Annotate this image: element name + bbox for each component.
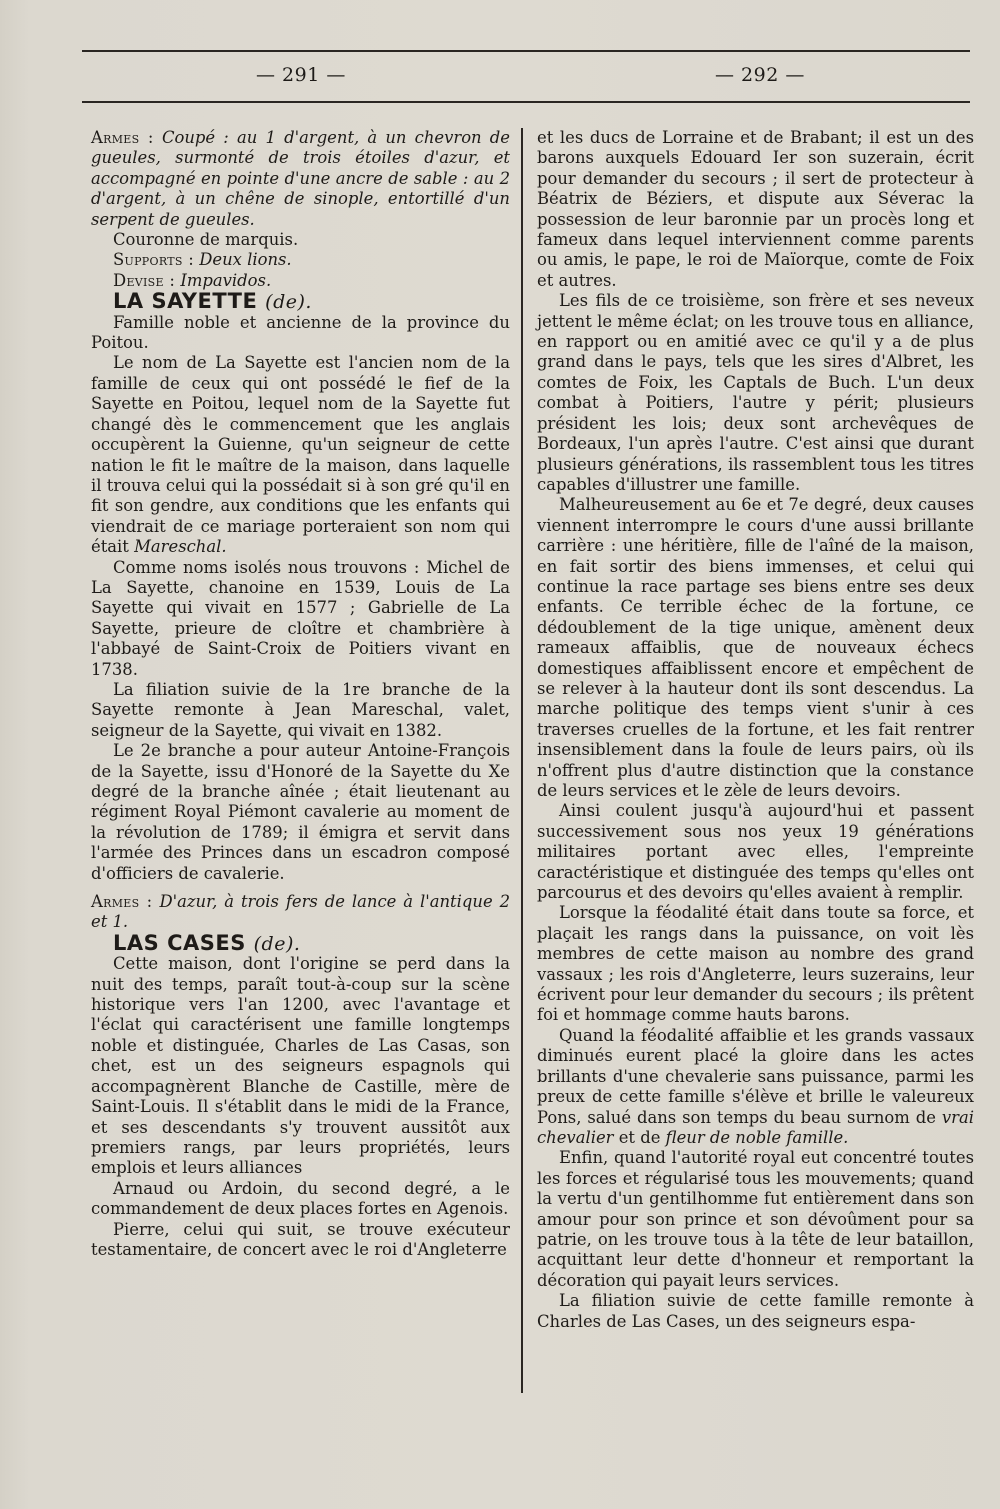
section-heading-la-sayette [91, 291, 510, 312]
arms-label: Armes : [91, 892, 153, 912]
header-rule-top [82, 50, 970, 52]
header-rule-bottom [82, 101, 970, 103]
left-column [91, 128, 510, 1260]
arms-paragraph-2 [91, 892, 510, 933]
paragraph: Comme noms isolés nous trouvons : Michel de La Sayette, chanoine en 1539, Louis de La Sayette qui vivait en 1577 ; Gabrielle de La Sayette, prieure de cloître et chambrière à l'abbayé de Saint-Croix de Poitiers vivant en 1738. [91, 557, 510, 679]
arms-paragraph-1 [91, 128, 510, 230]
couronne-line: Couronne de marquis. [113, 230, 299, 250]
paragraph: Ainsi coulent jusqu'à aujourd'hui et passent successivement sous nos yeux 19 générations militaires portant avec elles, l'empreinte caractéristique et distinguée des temps qu'elles ont parcourus et des devoirs qu'elles avaient à remplir. [537, 801, 974, 903]
section-heading-las-cases [91, 930, 510, 955]
arms-label: Armes : [91, 128, 154, 147]
paragraph: Arnaud ou Ardoin, du second degré, a le commandement de deux places fortes en Agenois. [91, 1178, 510, 1219]
paragraph: Malheureusement au 6e et 7e degré, deux causes viennent interrompre le cours d'une aussi brillante carrière : une héritière, fille de l'aîné de la maison, en fait sortir des biens immenses, et celui qui continue la race partage ses biens entre ses deux enfants. Ce terrible échec de la fortune, ce dédoublement de la tige unique, amènent deux rameaux affaiblis, que de nouveaux échecs domestiques affaiblissent encore et empêchent de se relever à la hauteur dont ils sont descendus. La marche politique des temps vient s'unir à ces traverses cruelles de la fortune, et les fait rentrer insensiblement dans la foule de leurs pairs, où ils n'offrent plus d'autre distinction que la constance de leurs services et le zèle de leurs devoirs. [537, 495, 974, 800]
paragraph-text: Le nom de La Sayette est l'ancien nom de la famille de ceux qui ont possédé le fief de la Sayette en Poitou, lequel nom de la Sayette fut changé dès le commencement que les anglais occupèrent la Guienne, qu'un seigneur de cette nation le fit le maître de la maison, dans laquelle il trouva celui qui la possédait si à son gré qu'il en fit son gendre, aux conditions que les enfants qui viendrait de ce mariage porteraient son nom qui était [91, 353, 510, 557]
column-divider [521, 128, 523, 1393]
paragraph [91, 353, 510, 557]
paragraph: Le 2e branche a pour auteur Antoine-François de la Sayette, issu d'Honoré de la Sayette du Xe degré de la branche aînée ; était lieutenant au régiment Royal Piémont cavalerie au moment de la révolution de 1789; il émigra et servit dans l'armée des Princes dans un escadron composé d'officiers de cavalerie. [91, 741, 510, 883]
page-number-left: — 291 — [256, 64, 346, 86]
paragraph [537, 1026, 974, 1148]
paragraph: Pierre, celui qui suit, se trouve exécuteur testamentaire, de concert avec le roi d'Angleterre [91, 1219, 510, 1259]
arms-blazon: Coupé : au 1 d'argent, à un chevron de gueules, surmonté de trois étoiles d'azur, et accompagné en pointe d'une ancre de sable : au 2 d'argent, à un chêne de sinople, entortillé d'un serpent de gueules. [91, 128, 510, 229]
devise-line [91, 271, 510, 291]
supports-line [91, 250, 510, 270]
arms-blazon: D'azur, à trois fers de lance à l'antique 2 et 1. [91, 892, 510, 932]
heading-title: LAS CASES [113, 930, 246, 955]
devise-label: Devise : [113, 270, 176, 290]
paragraph: La filiation suivie de la 1re branche de la Sayette remonte à Jean Mareschal, valet, seigneur de la Sayette, qui vivait en 1382. [91, 679, 510, 740]
supports-text: Deux lions. [199, 250, 292, 270]
paragraph: et les ducs de Lorraine et de Brabant; il est un des barons auxquels Edouard Ier son suzerain, écrit pour demander du secours ; il sert de protecteur à Béatrix de Béziers, et dispute aux Séverac la possession de leur baronnie par un procès long et fameux dans lequel interviennent comme parents ou amis, le pape, le roi de Maïorque, comte de Foix et autres. [537, 128, 974, 290]
page-number-right: — 292 — [715, 64, 805, 86]
paragraph-italic: fleur de noble famille. [665, 1127, 849, 1147]
paragraph-text: Quand la féodalité affaiblie et les grands vassaux diminués eurent placé la gloire dans les actes brillants d'une chevalerie sans puissance, parmi les preux de cette famille s'élève et brille le valeureux Pons, salué dans son temps du beau surnom de [537, 1025, 974, 1127]
right-column [537, 128, 974, 1332]
paragraph: Famille noble et ancienne de la province du Poitou. [91, 312, 510, 353]
heading-particle: (de). [265, 291, 312, 314]
paragraph: La filiation suivie de cette famille remonte à Charles de Las Cases, un des seigneurs espa- [537, 1291, 974, 1331]
supports-label: Supports : [113, 250, 195, 270]
paragraph: Cette maison, dont l'origine se perd dans la nuit des temps, paraît tout-à-coup sur la scène historique vers l'an 1200, avec l'avantage et l'éclat qui caractérisent une famille longtemps noble et distinguée, Charles de Las Casas, son chet, est un des seigneurs espagnols qui accompagnèrent Blanche de Castille, mère de Saint-Louis. Il s'établit dans le midi de la France, et ses descendants s'y trouvent aussitôt aux premiers rangs, par leurs propriétés, leurs emplois et leurs alliances [91, 954, 510, 1178]
paragraph: Lorsque la féodalité était dans toute sa force, et plaçait les rangs dans la puissance, on voit lès membres de cette maison au nombre des grand vassaux ; les rois d'Angleterre, leurs suzerains, leur écrivent pour leur demander du secours ; ils prêtent foi et hommage comme hauts barons. [537, 903, 974, 1025]
paragraph-italic: vrai chevalier [537, 1107, 974, 1147]
heading-particle: (de). [253, 932, 301, 955]
heading-title: LA SAYETTE [113, 289, 258, 314]
paragraph-italic: Mareschal. [134, 537, 227, 557]
paragraph: Enfin, quand l'autorité royal eut concentré toutes les forces et régularisé tous les mouvements; quand la vertu d'un gentilhomme fut entièrement dans son amour pour son prince et son dévoûment pour sa patrie, on les trouve tous à la tête de leur bataillon, acquittant leur dette d'honneur et remportant la décoration qui payait leurs services. [537, 1148, 974, 1290]
devise-text: Impavidos. [180, 270, 272, 290]
paragraph-text: et de [618, 1127, 661, 1147]
paragraph: Les fils de ce troisième, son frère et ses neveux jettent le même éclat; on les trouve tous en alliance, en rapport ou en amitié avec ce qu'il y a de plus grand dans le pays, tels que les sires d'Albret, les comtes de Foix, les Captals de Buch. L'un deux combat à Poitiers, l'autre y périt; plusieurs président les lois; deux sont archevêques de Bordeaux, l'un après l'autre. C'est ainsi que durant plusieurs générations, ils rassemblent tous les titres capables d'illustrer une famille. [537, 291, 974, 494]
